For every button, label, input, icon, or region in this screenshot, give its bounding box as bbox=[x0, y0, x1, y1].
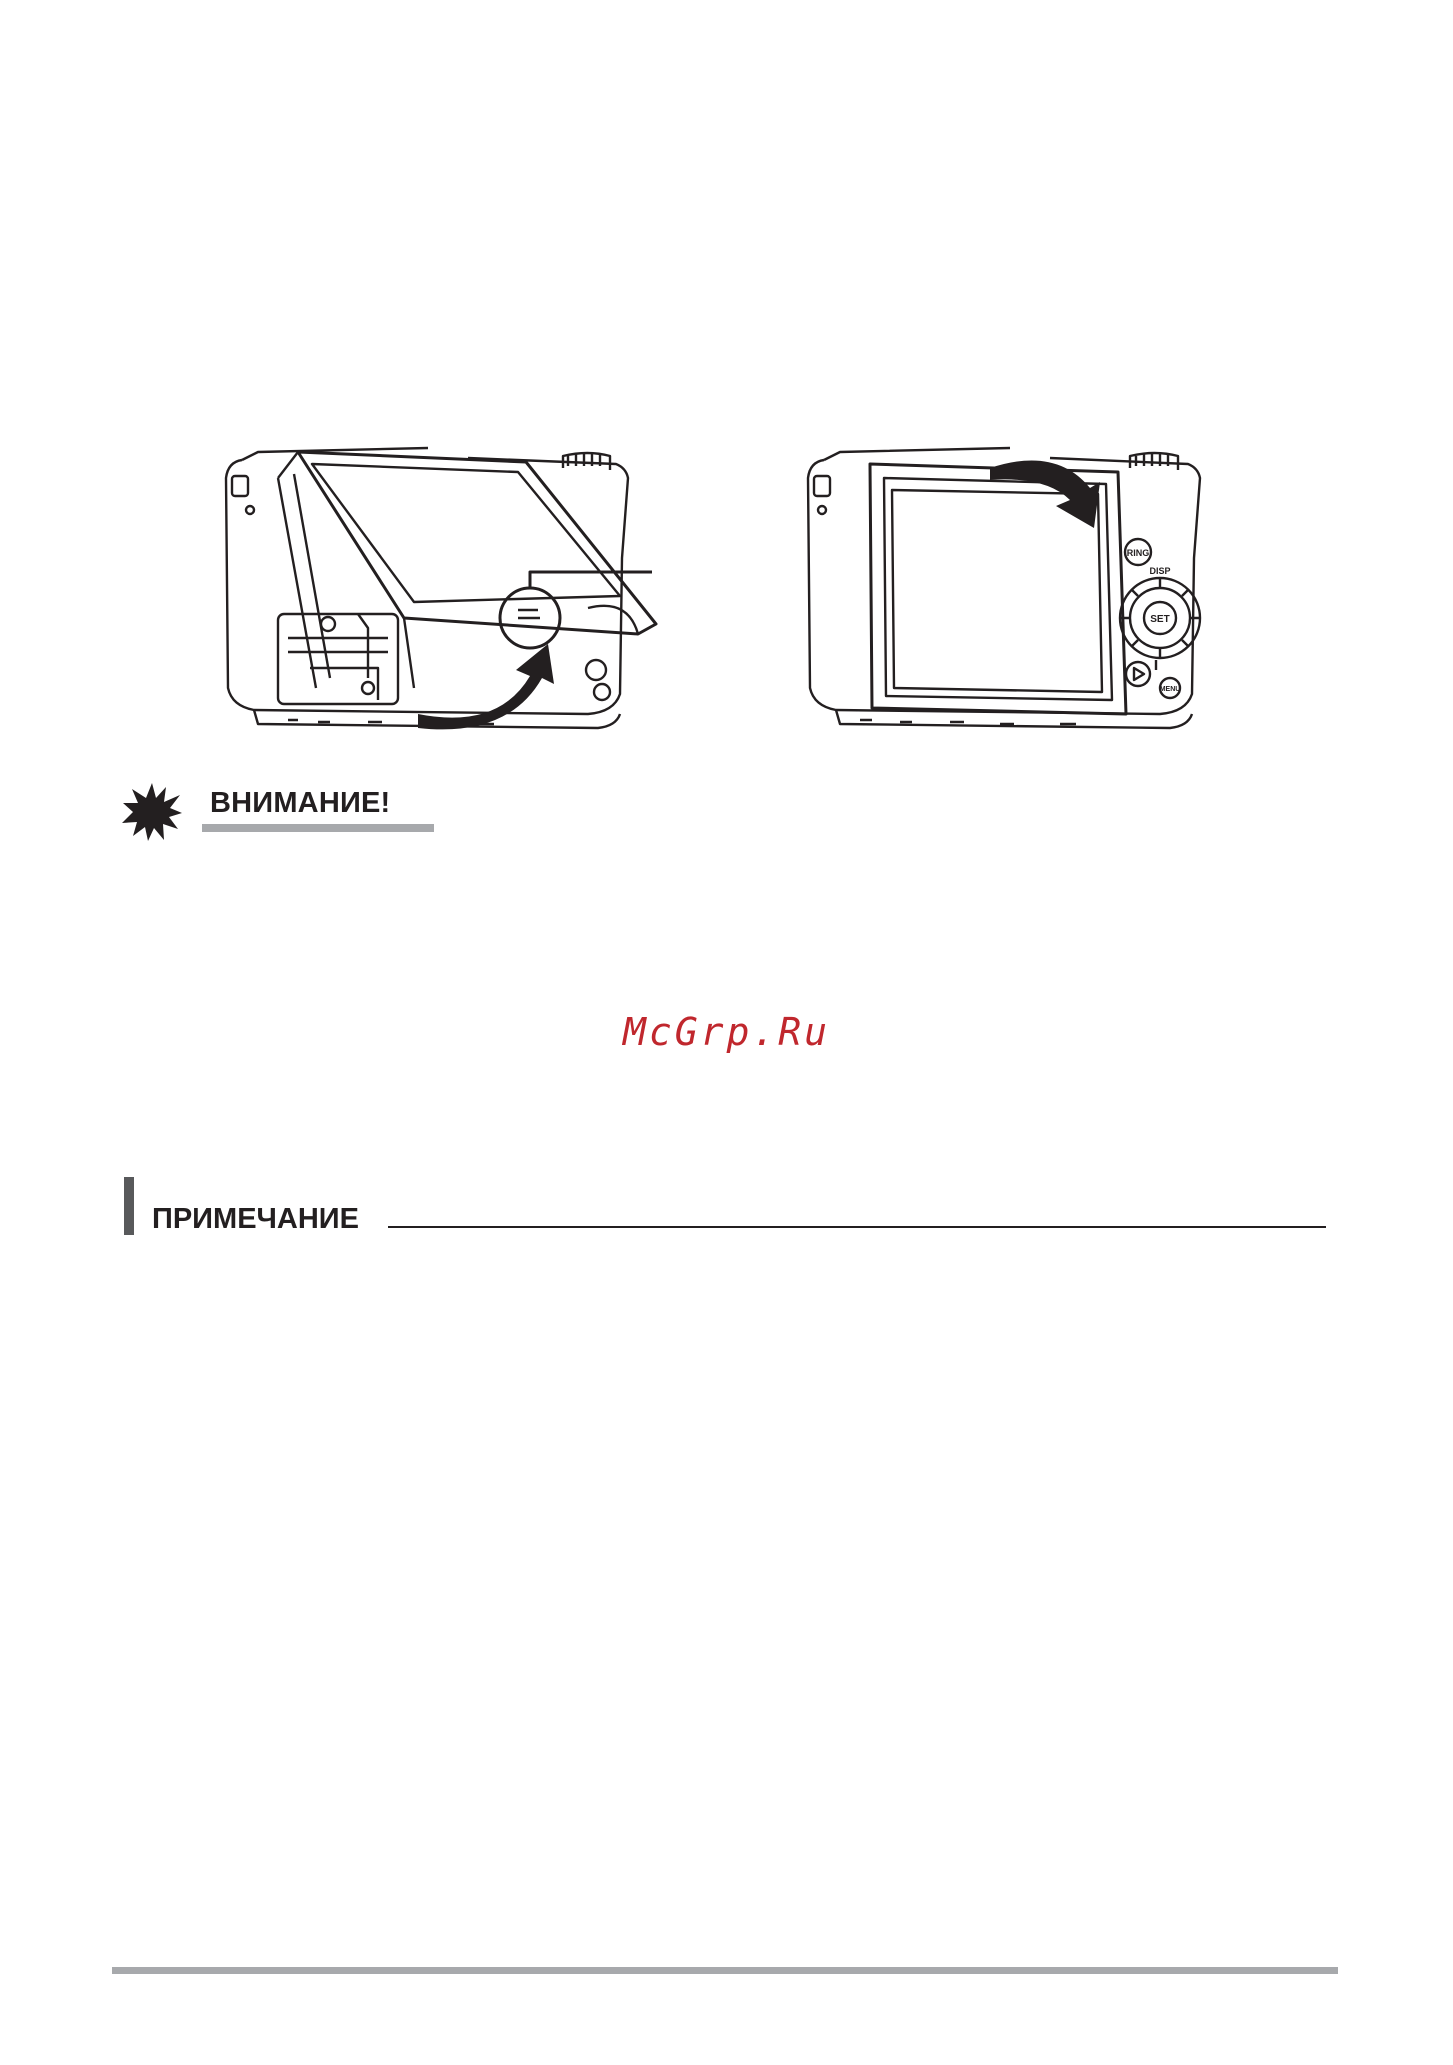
caution-title: ВНИМАНИЕ! bbox=[210, 787, 391, 819]
footer-rule bbox=[112, 1967, 1338, 1974]
camera-monitor-tilted-illustration bbox=[218, 438, 658, 734]
ring-button-label: RING bbox=[1126, 548, 1150, 558]
note-marker bbox=[124, 1177, 134, 1235]
note-heading bbox=[124, 1177, 1326, 1237]
caution-heading bbox=[122, 783, 434, 838]
note-title: ПРИМЕЧАНИЕ bbox=[152, 1203, 359, 1235]
menu-button-label: MENU bbox=[1159, 686, 1181, 693]
note-rule bbox=[388, 1226, 1326, 1228]
caution-underline bbox=[202, 824, 434, 832]
watermark: McGrp.Ru bbox=[622, 1010, 831, 1054]
rotate-arrow-icon bbox=[418, 644, 554, 729]
disp-label: DISP bbox=[1149, 566, 1171, 576]
set-button-label: SET bbox=[1150, 614, 1170, 625]
caution-burst-icon bbox=[122, 783, 182, 841]
camera-monitor-closed-illustration bbox=[800, 438, 1210, 734]
